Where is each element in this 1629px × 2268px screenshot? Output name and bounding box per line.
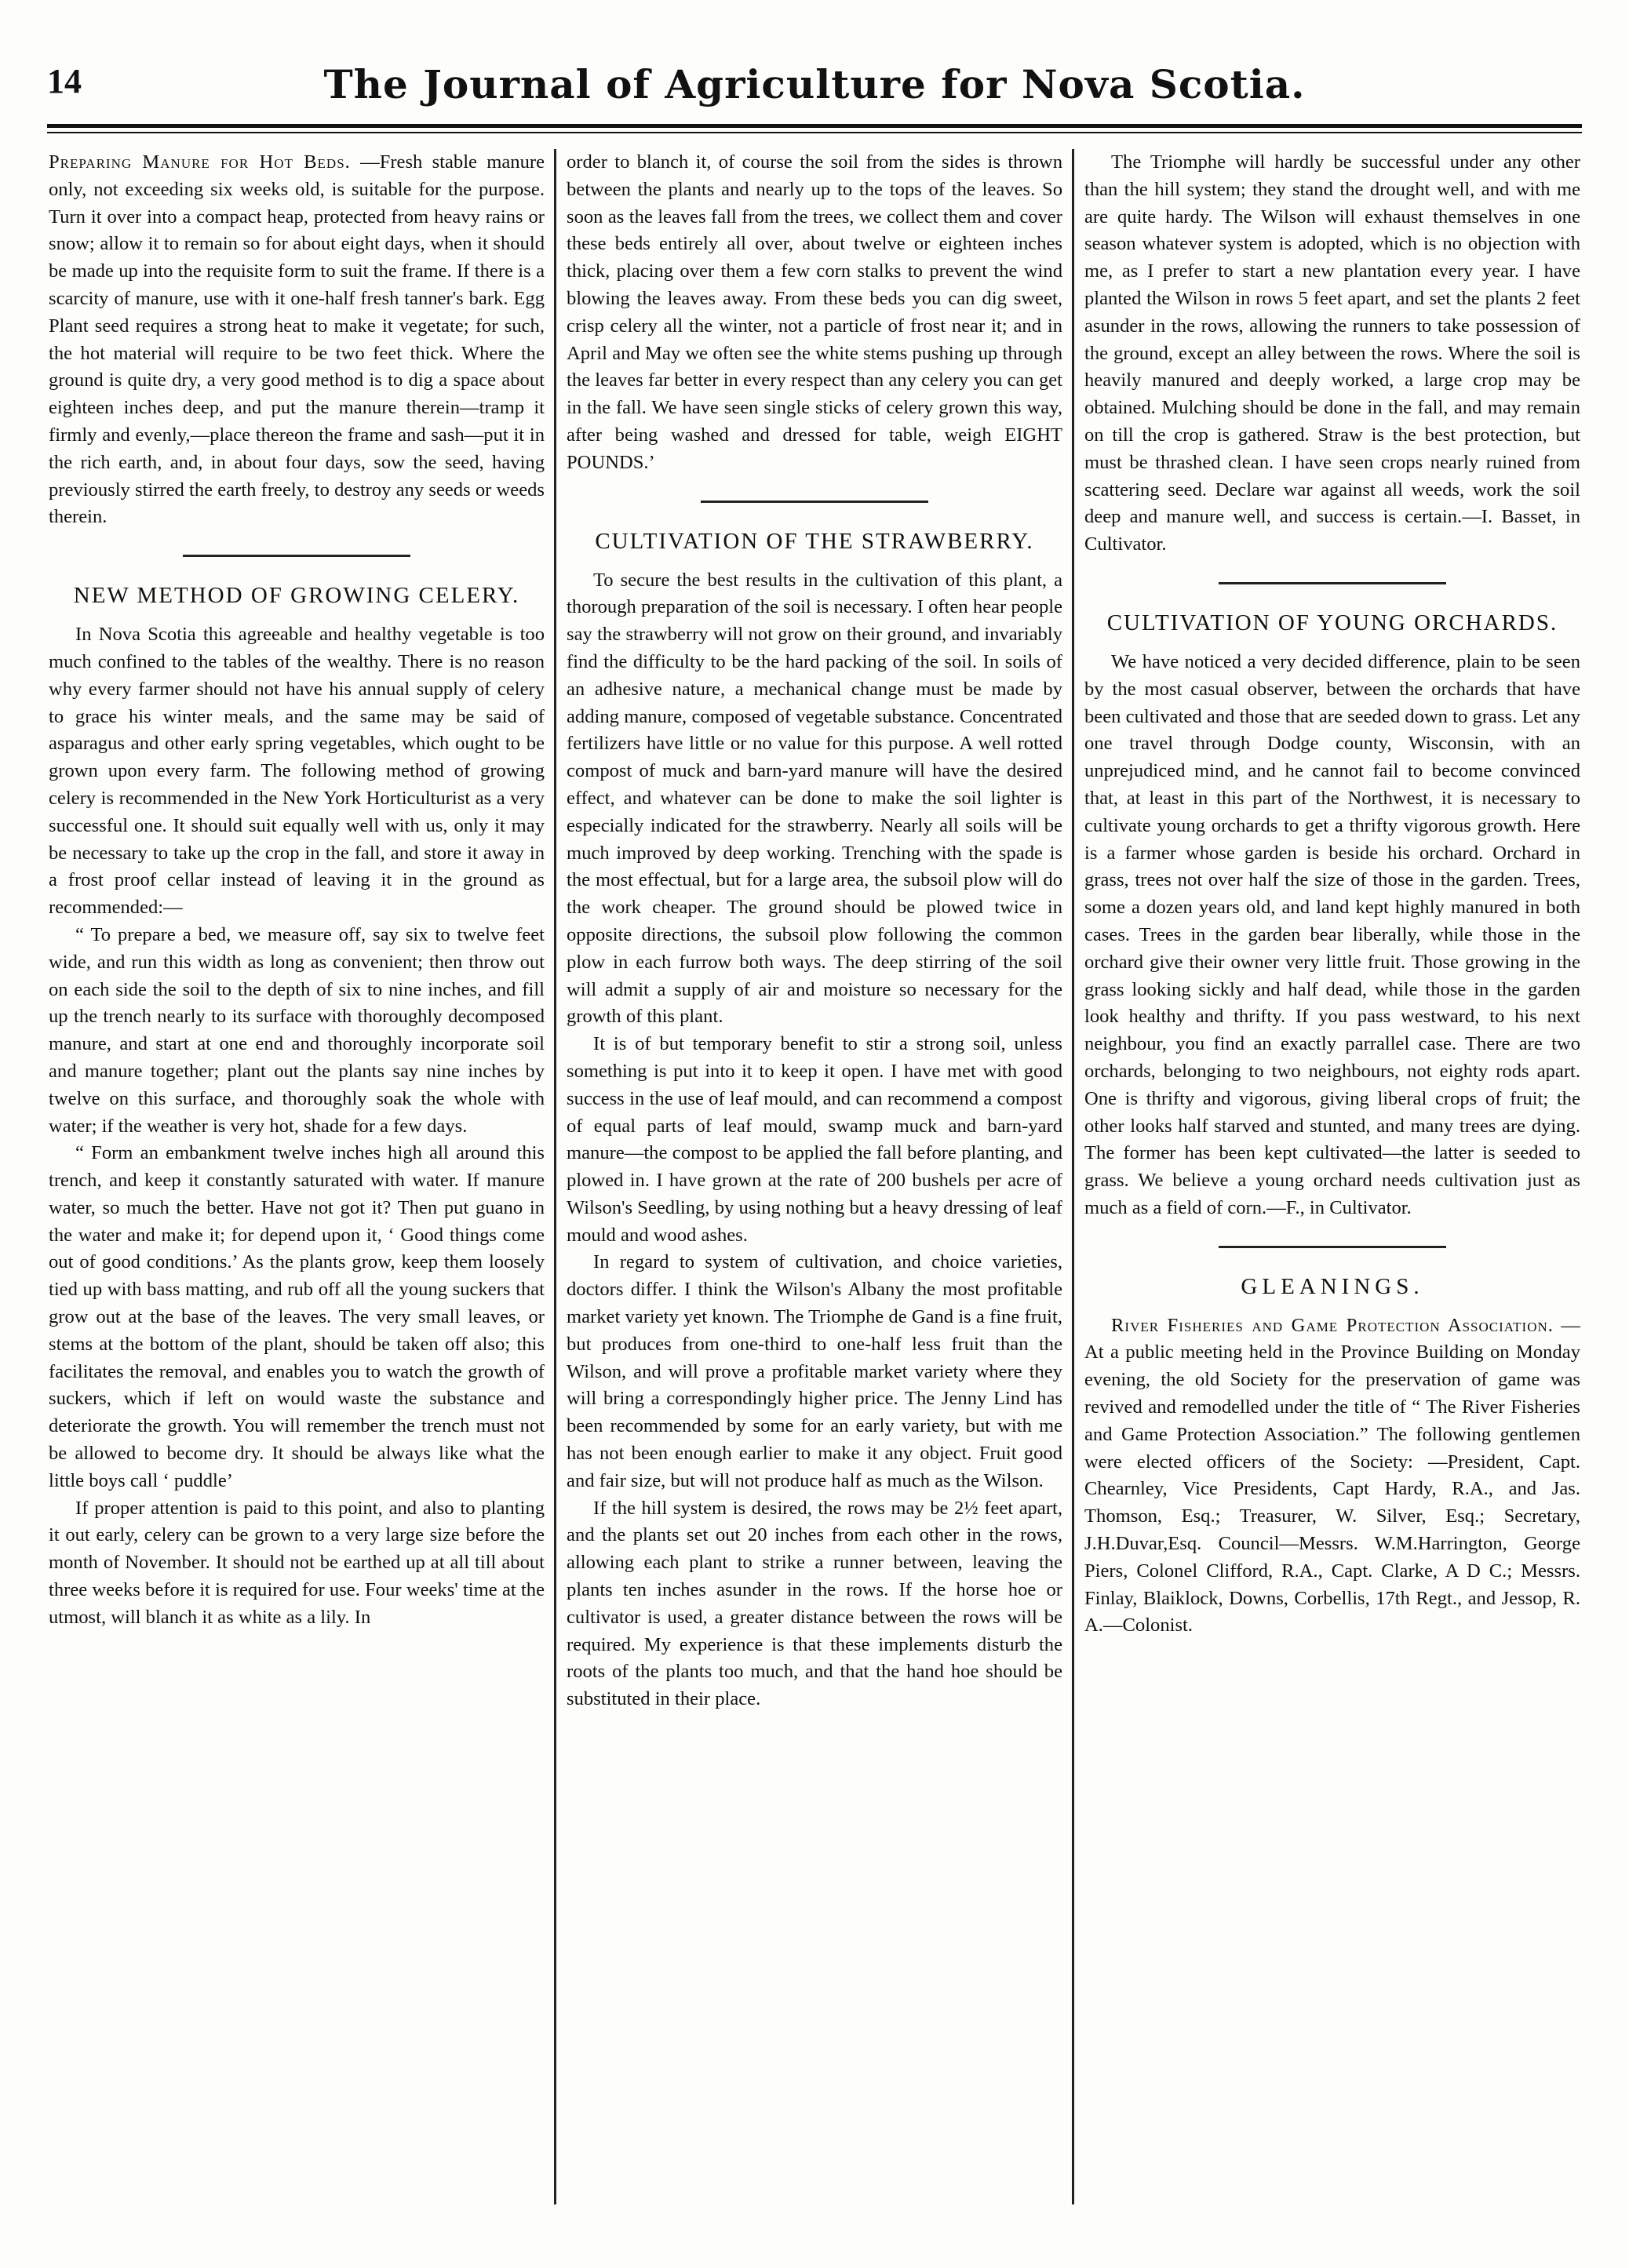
hot-beds-text: —Fresh stable manure only, not exceeding six weeks old, is suitable for the purpose. Turn it over into a compact heap, protected from heavy rains or snow; allow it to remain so for about eight days, when it should be made up into the requisite form to suit the frame. If there is a scarcity of manure, use with it one-half fresh tanner's bark. Egg Plant seed requires a strong heat to make it vegetate; for such, the hot material will require to be two feet thick. Where the ground is quite dry, a very good method is to dig a space about eighteen inches deep, and put the manure therein—tramp it firmly and evenly,—place thereon the frame and sash—put it in the rich earth, and, in about four days, sow the seed, having previously stirred the earth freely, to destroy any seeds or weeds therein.: [49, 151, 545, 528]
article-divider: [1219, 582, 1446, 584]
gleanings-heading: GLEANINGS.: [1241, 1273, 1424, 1299]
strawberry-paragraph-4: If the hill system is desired, the rows may be 2½ feet apart, and the plants set out 20 inches from each other in the rows, allowing each plant to strike a runner between, leaving the plants ten inches asunder in the rows. If the horse hoe or cultivator is used, a greater distance between the rows will be required. My experience is that these implements disturb the roots of the plants too much, and that the hand hoe should be substituted in their place.: [567, 1497, 1062, 1710]
hot-beds-caption: Preparing Manure for Hot Beds.: [49, 151, 351, 173]
strawberry-paragraph-3: In regard to system of cultivation, and choice varieties, doctors differ. I think the Wilson's Albany the most profitable market variety yet known. The Triomphe de Gand is a fine fruit, but produces from one-third to one-half less fruit than the Wilson, and will prove a profitable market variety where they will bring a correspondingly higher price. The Jenny Lind has been recommended by some for an early variety, but with me has not been enough earlier to make it any object. Fruit good and fair size, but will not produce half as much as the Wilson.: [567, 1251, 1062, 1491]
celery-continued: order to blanch it, of course the soil from the sides is thrown between the plants and nearly up to the tops of the leaves. So soon as the leaves fall from the trees, we collect them and cover these beds entirely all over, about twelve or eighteen inches thick, placing over them a few corn stalks to prevent the wind blowing the leaves away. From these beds you can dig sweet, crisp celery all the winter, not a particle of frost near it; and in April and May we often see the white stems pushing up through the leaves far better in every respect than any celery you can get in the fall. We have seen single sticks of celery grown this way, after being washed and dressed for table, weigh EIGHT POUNDS.’: [567, 151, 1062, 473]
celery-paragraph-1: In Nova Scotia this agreeable and healthy vegetable is too much confined to the tables of the wealthy. There is no reason why every farmer should not have his annual supply of celery to grace his winter meals, and the same may be said of asparagus and other early spring vegetables, which ought to be grown upon every farm. The following method of growing celery is recommended in the New York Horticulturist as a very successful one. It should suit equally well with us, only it may be necessary to take up the crop in the fall, and store it away in a frost proof cellar instead of leaving it in the ground as recommended:—: [49, 624, 545, 919]
strawberry-paragraph-2: It is of but temporary benefit to stir a strong soil, unless something is put into it to keep it open. I have met with good success in the use of leaf mould, and can recommend a compost of equal parts of leaf mould, swamp muck and barn-yard manure—the compost to be applied the fall before planting, and plowed in. I have grown at the rate of 200 bushels per acre of Wilson's Seedling, by using nothing but a heavy dressing of leaf mould and wood ashes.: [567, 1033, 1062, 1246]
column-1: [49, 149, 545, 2228]
column-rule-left: [554, 149, 556, 2204]
celery-heading: NEW METHOD OF GROWING CELERY.: [73, 583, 520, 609]
orchards-heading: CULTIVATION OF YOUNG ORCHARDS.: [1106, 610, 1558, 635]
header-rule-thin: [47, 132, 1582, 133]
header-rule-thick: [47, 124, 1582, 128]
running-head: [39, 61, 1590, 116]
celery-paragraph-2: “ To prepare a bed, we measure off, say six to twelve feet wide, and run this width as long as convenient; then throw out on each side the soil to the depth of six to nine inches, and fill up the trench nearly to its surface with thoroughly decomposed manure, and start at one end and thoroughly incorporate soil and manure together; plant out the plants say nine inches by twelve on this surface, and thoroughly soak the whole with water; if the weather is very hot, shade for a few days.: [49, 923, 545, 1137]
journal-title: The Journal of Agriculture for Nova Scotia.: [323, 61, 1306, 107]
gleanings-text: —At a public meeting held in the Province Building on Monday evening, the old Society for the preservation of game was revived and remodelled under the title of “ The River Fisheries and Game Protection Association.” The following gentlemen were elected officers of the Society: —President, Capt. Chearnley, Vice Presidents, Capt Hardy, R.A., and Jas. Thomson, Esq.; Treasurer, W. Silver, Esq.; Secretary, J.H.Duvar,Esq. Council—Messrs. W.M.Harrington, George Piers, Colonel Clifford, R.A., Capt. Clarke, A D C.; Messrs. Finlay, Blaiklock, Downs, Corbellis, 17th Regt., and Jessop, R. A.—Colonist.: [1084, 1314, 1580, 1636]
hot-beds-article: [49, 149, 545, 531]
gleanings-caption: River Fisheries and Game Protection Association.: [1111, 1314, 1554, 1336]
strawberry-paragraph-1: To secure the best results in the cultivation of this plant, a thorough preparation of the soil is necessary. I often hear people say the strawberry will not grow on their ground, and invariably find the difficulty to be the hard packing of the soil. In soils of an adhesive nature, a mechanical change must be made by adding manure, composed of vegetable substance. Concentrated fertilizers have little or no value for this purpose. A well rotted compost of muck and barn-yard manure will have the desired effect, and whatever can be done to make the soil lighter is especially indicated for the strawberry. Nearly all soils will be much improved by deep working. Trenching with the spade is the most effectual, but for a large area, the subsoil plow will do the work cheaper. The ground should be plowed twice in opposite directions, the subsoil plow following the common plow in each furrow both ways. The deep stirring of the soil will admit a supply of air and moisture so necessary for the growth of this plant.: [567, 569, 1062, 1028]
article-divider: [1219, 1246, 1446, 1248]
article-divider: [701, 501, 928, 503]
celery-paragraph-4: If proper attention is paid to this point, and also to planting it out early, celery can be grown to a very large size before the month of November. It should not be earthed up at all till about three weeks before it is required for use. Four weeks' time at the utmost, will blanch it as white as a lily. In: [49, 1497, 545, 1628]
column-rule-right: [1072, 149, 1074, 2204]
orchards-paragraph-1: We have noticed a very decided difference, plain to be seen by the most casual observer, between the orchards that have been cultivated and those that are seeded down to grass. Let any one travel through Dodge county, Wisconsin, with an unprejudiced mind, and he cannot fail to become convinced that, at least in this part of the Northwest, it is necessary to cultivate young orchards to get a thrifty vigorous growth. Here is a farmer whose garden is beside his orchard. Orchard in grass, trees not over half the size of those in the garden. Trees, some a dozen years old, and land kept highly manured in both cases. Trees in the garden bear liberally, while those in the orchard give their owner very little fruit. Those growing in the grass looking sickly and half dead, while those in the garden look healthy and thrifty. If you pass westward, to his next neighbour, you find an exactly parrallel case. There are two orchards, belonging to two neighbours, not eighty rods apart. One is thrifty and vigorous, giving liberal crops of fruit; the other looks half starved and stunted, and many trees are dying. The former has been kept cultivated—the latter is seeded to grass. We believe a young orchard needs cultivation just as much as a field of corn.—F., in Cultivator.: [1084, 650, 1580, 1218]
page-number: 14: [47, 62, 82, 100]
gleanings-article: [1084, 1312, 1580, 1640]
column-3: [1084, 149, 1580, 2228]
strawberry-heading: CULTIVATION OF THE STRAWBERRY.: [595, 528, 1034, 554]
column-2: [567, 149, 1062, 2228]
article-divider: [183, 555, 410, 557]
strawberry-paragraph-5: The Triomphe will hardly be successful under any other than the hill system; they stand the drought well, and with me are quite hardy. The Wilson will exhaust themselves in one season whatever system is adopted, which is no objection with me, as I prefer to start a new plantation every year. I have planted the Wilson in rows 5 feet apart, and set the plants 2 feet asunder in the rows, allowing the runners to take possession of the ground, except an alley between the rows. Where the soil is heavily manured and deeply worked, a large crop may be obtained. Mulching should be done in the fall, and may remain on till the crop is gathered. Straw is the best protection, but must be thrashed clean. I have seen crops nearly ruined from scattering seed. Declare war against all weeds, work the soil deep and manure well, and success is certain.—I. Basset, in Cultivator.: [1084, 151, 1580, 555]
celery-paragraph-3: “ Form an embankment twelve inches high all around this trench, and keep it constantly saturated with water. If manure water, so much the better. Have not got it? Then put guano in the water and make it; for depend upon it, ‘ Good things come out of good conditions.’ As the plants grow, keep them loosely tied up with bass matting, and rub off all the young suckers that grow out at the base of the leaves. The very small leaves, or stems at the bottom of the plant, should be taken off also; this facilitates the removal, and enables you to watch the growth of suckers, which if left on would waste the substance and deteriorate the growth. You will remember the trench must not be allowed to become dry. It should be always like what the little boys call ‘ puddle’: [49, 1142, 545, 1491]
